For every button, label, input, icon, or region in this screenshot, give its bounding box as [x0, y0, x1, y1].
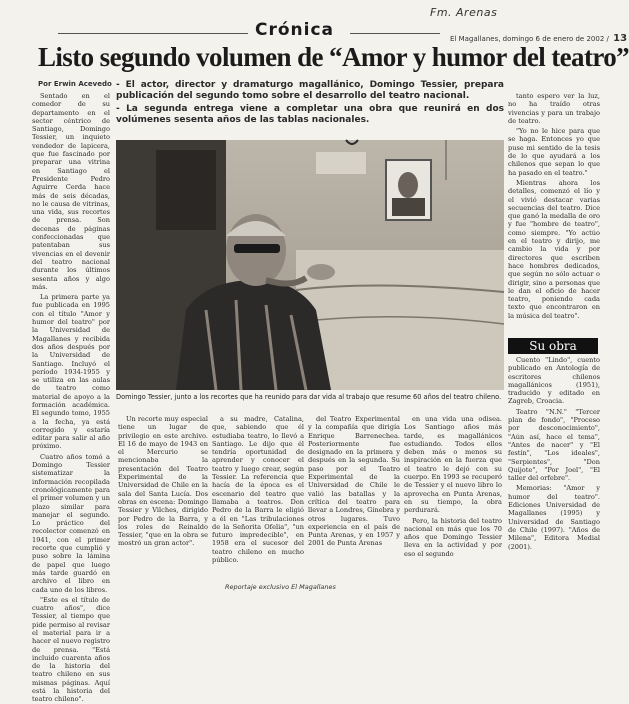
- paragraph: Pero, la historia del teatro nacional en más que los 70 años que Domingo Tessier lleva en la actividad y por eso el segundo: [404, 516, 502, 558]
- article-column-1: [32, 92, 110, 704]
- article-column-bottom-2: [212, 415, 304, 585]
- sidebar-body: [508, 356, 600, 588]
- article-column-right-top: [508, 92, 600, 332]
- article-column-bottom-1: [118, 415, 208, 590]
- paragraph: Mientras ahora los detalles, comenzó el lío y el vivió destacar varias secuencias del teatro. Dice que ganó la medalla de oro y fue "hombre de teatro", como siempre. "Yo actúo en el teatro y dirijo, me cambio la vida y por directores que escriben hace hombres dedicados, que según no sólo actuar o dirigir, sino a personas que le dan el oficio de hacer teatro, poniendo cada texto que encontraron en la música del teatro".: [508, 178, 600, 320]
- article-signature: Reportaje exclusivo El Magallanes: [225, 583, 336, 591]
- page-number: 13: [613, 33, 628, 44]
- deck-point: - El actor, director y dramaturgo magallánico, Domingo Tessier, prepara publicación del segundo tomo sobre el desarrollo del teatro nacional.: [116, 80, 504, 101]
- article-photo: [116, 140, 504, 390]
- photo-illustration: [116, 140, 504, 390]
- paragraph: Teatro "N.N." "Tercer plan de fondo", "Proceso por desconocimiento", "Aún así, hace el tema", "Antes de nacer" y "El festín", "Los ideales", "Serpientes", "Don Quijote", "Por Joel", "El taller del orfebre".: [508, 407, 600, 483]
- section-rule-right: [350, 33, 440, 34]
- dateline-text: El Magallanes, domingo 6 de enero de 2002: [450, 35, 605, 43]
- sidebar-title: Su obra: [508, 338, 598, 354]
- deck-point: - La segunda entrega viene a completar una obra que reunirá en dos volúmenes sesenta años de las tablas nacionales.: [116, 104, 504, 125]
- paragraph: Un recorte muy especial tiene un lugar de privilegio en este archivo. El 16 de mayo de 1943 en el Mercurio se mencionaba la presentación del Teatro Experimental de la Universidad de Chile en la sala del Santa Lucía. Dos obras en escena: Domingo Tessier y Vilches, dirigido por Pedro de la Barra, y los roles de Reinaldo Tessier, "que en la obra se mostró un gran actor".: [118, 415, 208, 548]
- article-column-bottom-4: [404, 415, 502, 590]
- paragraph: tanto espero ver la luz, no ha traído otras vivencias y para un trabajo de teatro.: [508, 92, 600, 125]
- paragraph: Cuatro años tomó a Domingo Tessier sistematizar la información recopilada cronológicamente para el primer volumen y un plazo similar para manejar el segundo. Lo práctico del recolector comenzó en 1941, con el primer recorte que cumplió y puso sobre la lámina de papel que luego más tarde guardó en archivo el libro en cada uno de los libros.: [32, 452, 110, 594]
- section-title: Crónica: [255, 20, 335, 40]
- paragraph: Cuento "Lindo", cuento publicado en Antología de escritores chilenos magallánicos (1951), traducido y editado en Zagreb, Croacia.: [508, 356, 600, 406]
- photo-caption: Domingo Tessier, junto a los recortes que ha reunido para dar vida al trabajo que resume 60 años del teatro chileno.: [116, 393, 502, 401]
- handwritten-note: Fm. Arenas: [430, 6, 498, 19]
- dateline: El Magallanes, domingo 6 de enero de 2002 / 13: [450, 33, 628, 44]
- paragraph: en una vida una odisea. Los Santiago años más tarde, es magallánicos estudiando. Todos ellos deben más o menos su inspiración en la fuerza que el teatro le dejó con su cuerpo. En 1993 se recuperó de Tessier y el nuevo libro lo aprovecha en Punta Arenas, en su tiempo, la obra perdurará.: [404, 415, 502, 515]
- paragraph: Memorias: "Amor y humor del teatro". Ediciones Universidad de Magallanes (1995) y Universidad de Santiago de Chile (1997). "Años de Milena", Editora Medial (2001).: [508, 484, 600, 551]
- deck: [116, 80, 504, 128]
- paragraph: La primera parte ya fue publicada en 1995 con el título "Amor y humor del teatro" por la Universidad de Magallanes y recibida dos años después por la Universidad de Santiago. Incluyó el período 1934-1955 y se utiliza en las aulas de teatro como material de apoyo a la formación académica. El segundo tomo, 1955 a la fecha, ya está corregido y estaría editar para salir al año próximo.: [32, 293, 110, 451]
- paragraph: "Yo no le hice para que se haga. Entonces yo que puse mi sentido de la tesis de lo que ayudará a los chilenos que sepan lo que ha pasado en el teatro.": [508, 127, 600, 177]
- paragraph: del Teatro Experimental y la compañía que dirigía Enrique Barrenechea. Posteriormente fue designado en la primera y después en la segunda. Su paso por el Teatro Experimental de la Universidad de Chile le valió las batallas y la crítica del teatro para llevar a Londres, Ginebra y otros lugares. Tuvo experiencia en el país de Punta Arenas, y en 1957 y 2001 de Punta Arenas: [308, 415, 400, 548]
- byline: Por Erwin Acevedo: [38, 80, 112, 88]
- article-column-bottom-3: [308, 415, 400, 590]
- section-rule-left: [58, 33, 248, 34]
- paragraph: "Este es el título de cuatro años", dice Tessier, al tiempo que pide permiso al revisar el material para ir a hacer el nuevo registro de prensa. "Está incluido cuarenta años de la historia del teatro chileno en sus mismas páginas. Aquí está la historia del teatro chileno".: [32, 595, 110, 704]
- paragraph: a su madre, Catalina, que, sabiendo que él estudiaba teatro, lo llevó a Santiago. Le dijo que él tendría oportunidad de aprender y conocer el teatro y luego crear, según Tessier. La referencia que hacía de la época es el escenario del teatro que llamaba a teatros. Don Pedro de la Barra le eligió a él en "Las tribulaciones de la Señorita Ofelia", "un futuro impredecible", en 1958 era el sucesor del teatro chileno en mucho público.: [212, 415, 304, 565]
- headline: Listo segundo volumen de “Amor y humor del teatro”: [38, 42, 629, 72]
- paragraph: Sentado en el comedor de su departamento en el sector céntrico de Santiago, Domingo Tessier, un inquieto vendedor de lapicera, que fue fascinado por preparar una vitrina en Santiago el Presidente Pedro Aguirre Cerda hace más de seis décadas, no le causa de vitrinas, una vida, sus recortes de prensa. Son decenas de páginas confeccionadas que patentaban sus vivencias en el devenir del teatro nacional durante los últimos sesenta años y algo más.: [32, 92, 110, 291]
